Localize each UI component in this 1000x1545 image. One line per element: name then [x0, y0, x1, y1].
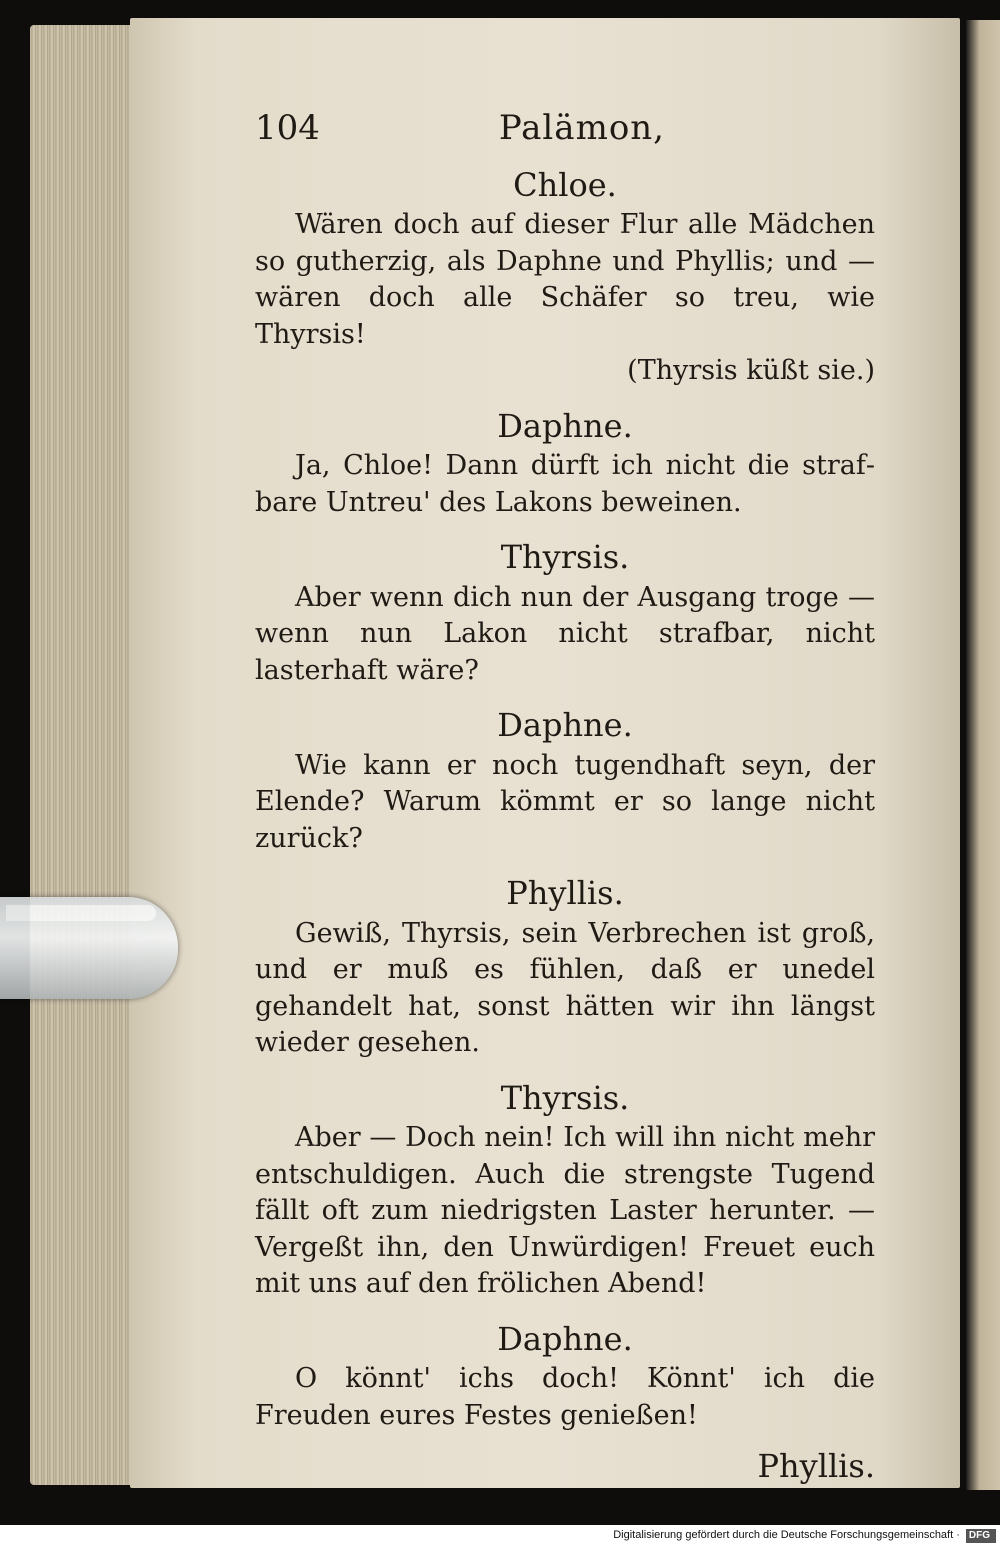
speech-text: Ja, Chloe! Dann dürft ich nicht die strafbare Untreu' des Lakons beweinen.	[255, 450, 875, 518]
dialogue-block	[255, 167, 875, 390]
dialogue-block	[255, 539, 875, 689]
speaker-name: Thyrsis.	[500, 538, 630, 576]
dialogue-block	[255, 408, 875, 522]
speech-text: Wie kann er noch tugendhaft seyn, der Elende? Warum kömmt er so lange nicht zurück?	[255, 749, 875, 854]
dialogue-block	[255, 1080, 875, 1303]
page-text	[255, 110, 875, 1485]
speech-text: Aber — Doch nein! Ich will ihn nicht mehr entschuldigen. Auch die strengste Tugend fällt oft zum niedrigsten Laster herunter. — Vergeßt ihn, den Unwürdigen! Freuet euch mit uns auf den frölichen Abend!	[255, 1122, 875, 1299]
speech-text: O könnt' ichs doch! Könnt' ich die Freuden eures Festes genießen!	[255, 1363, 875, 1431]
footer-credit: Digitalisierung gefördert durch die Deutsche Forschungsgemeinschaft ·	[613, 1529, 960, 1541]
speaker-name: Daphne.	[497, 1319, 633, 1358]
page-header	[255, 110, 875, 147]
catchword: Phyllis.	[757, 1447, 875, 1485]
speech-text: Wären doch auf dieser Flur alle Mädchen so gutherzig, als Daphne und Phyllis; und — wären doch alle Schäfer so treu, wie Thyrsis!	[255, 209, 875, 350]
speaker-name: Chloe.	[513, 165, 617, 204]
dialogue-block	[255, 707, 875, 857]
running-title: Palämon,	[498, 108, 665, 148]
page-clip	[0, 897, 178, 999]
dialogue-block	[255, 875, 875, 1062]
clip-highlight	[6, 905, 156, 921]
speaker-name: Phyllis.	[506, 874, 624, 912]
stage-direction: (Thyrsis küßt sie.)	[627, 355, 875, 386]
next-page-edge	[966, 20, 1000, 1490]
dialogue-block	[255, 1321, 875, 1435]
page-number: 104	[255, 108, 320, 148]
speech-text: Aber wenn dich nun der Ausgang troge — wenn nun Lakon nicht strafbar, nicht lasterhaft wäre?	[255, 581, 875, 686]
dfg-logo: DFG	[966, 1529, 996, 1543]
page-edges	[30, 25, 140, 1485]
speaker-name: Daphne.	[497, 406, 633, 445]
speech-text: Gewiß, Thyrsis, sein Verbrechen ist groß, und er muß es fühlen, daß er unedel gehandelt hat, sonst hätten wir ihn längst wieder gesehen.	[255, 917, 875, 1058]
speaker-name: Thyrsis.	[500, 1078, 630, 1117]
footer-bar	[0, 1525, 1000, 1545]
speaker-name: Daphne.	[497, 706, 633, 744]
